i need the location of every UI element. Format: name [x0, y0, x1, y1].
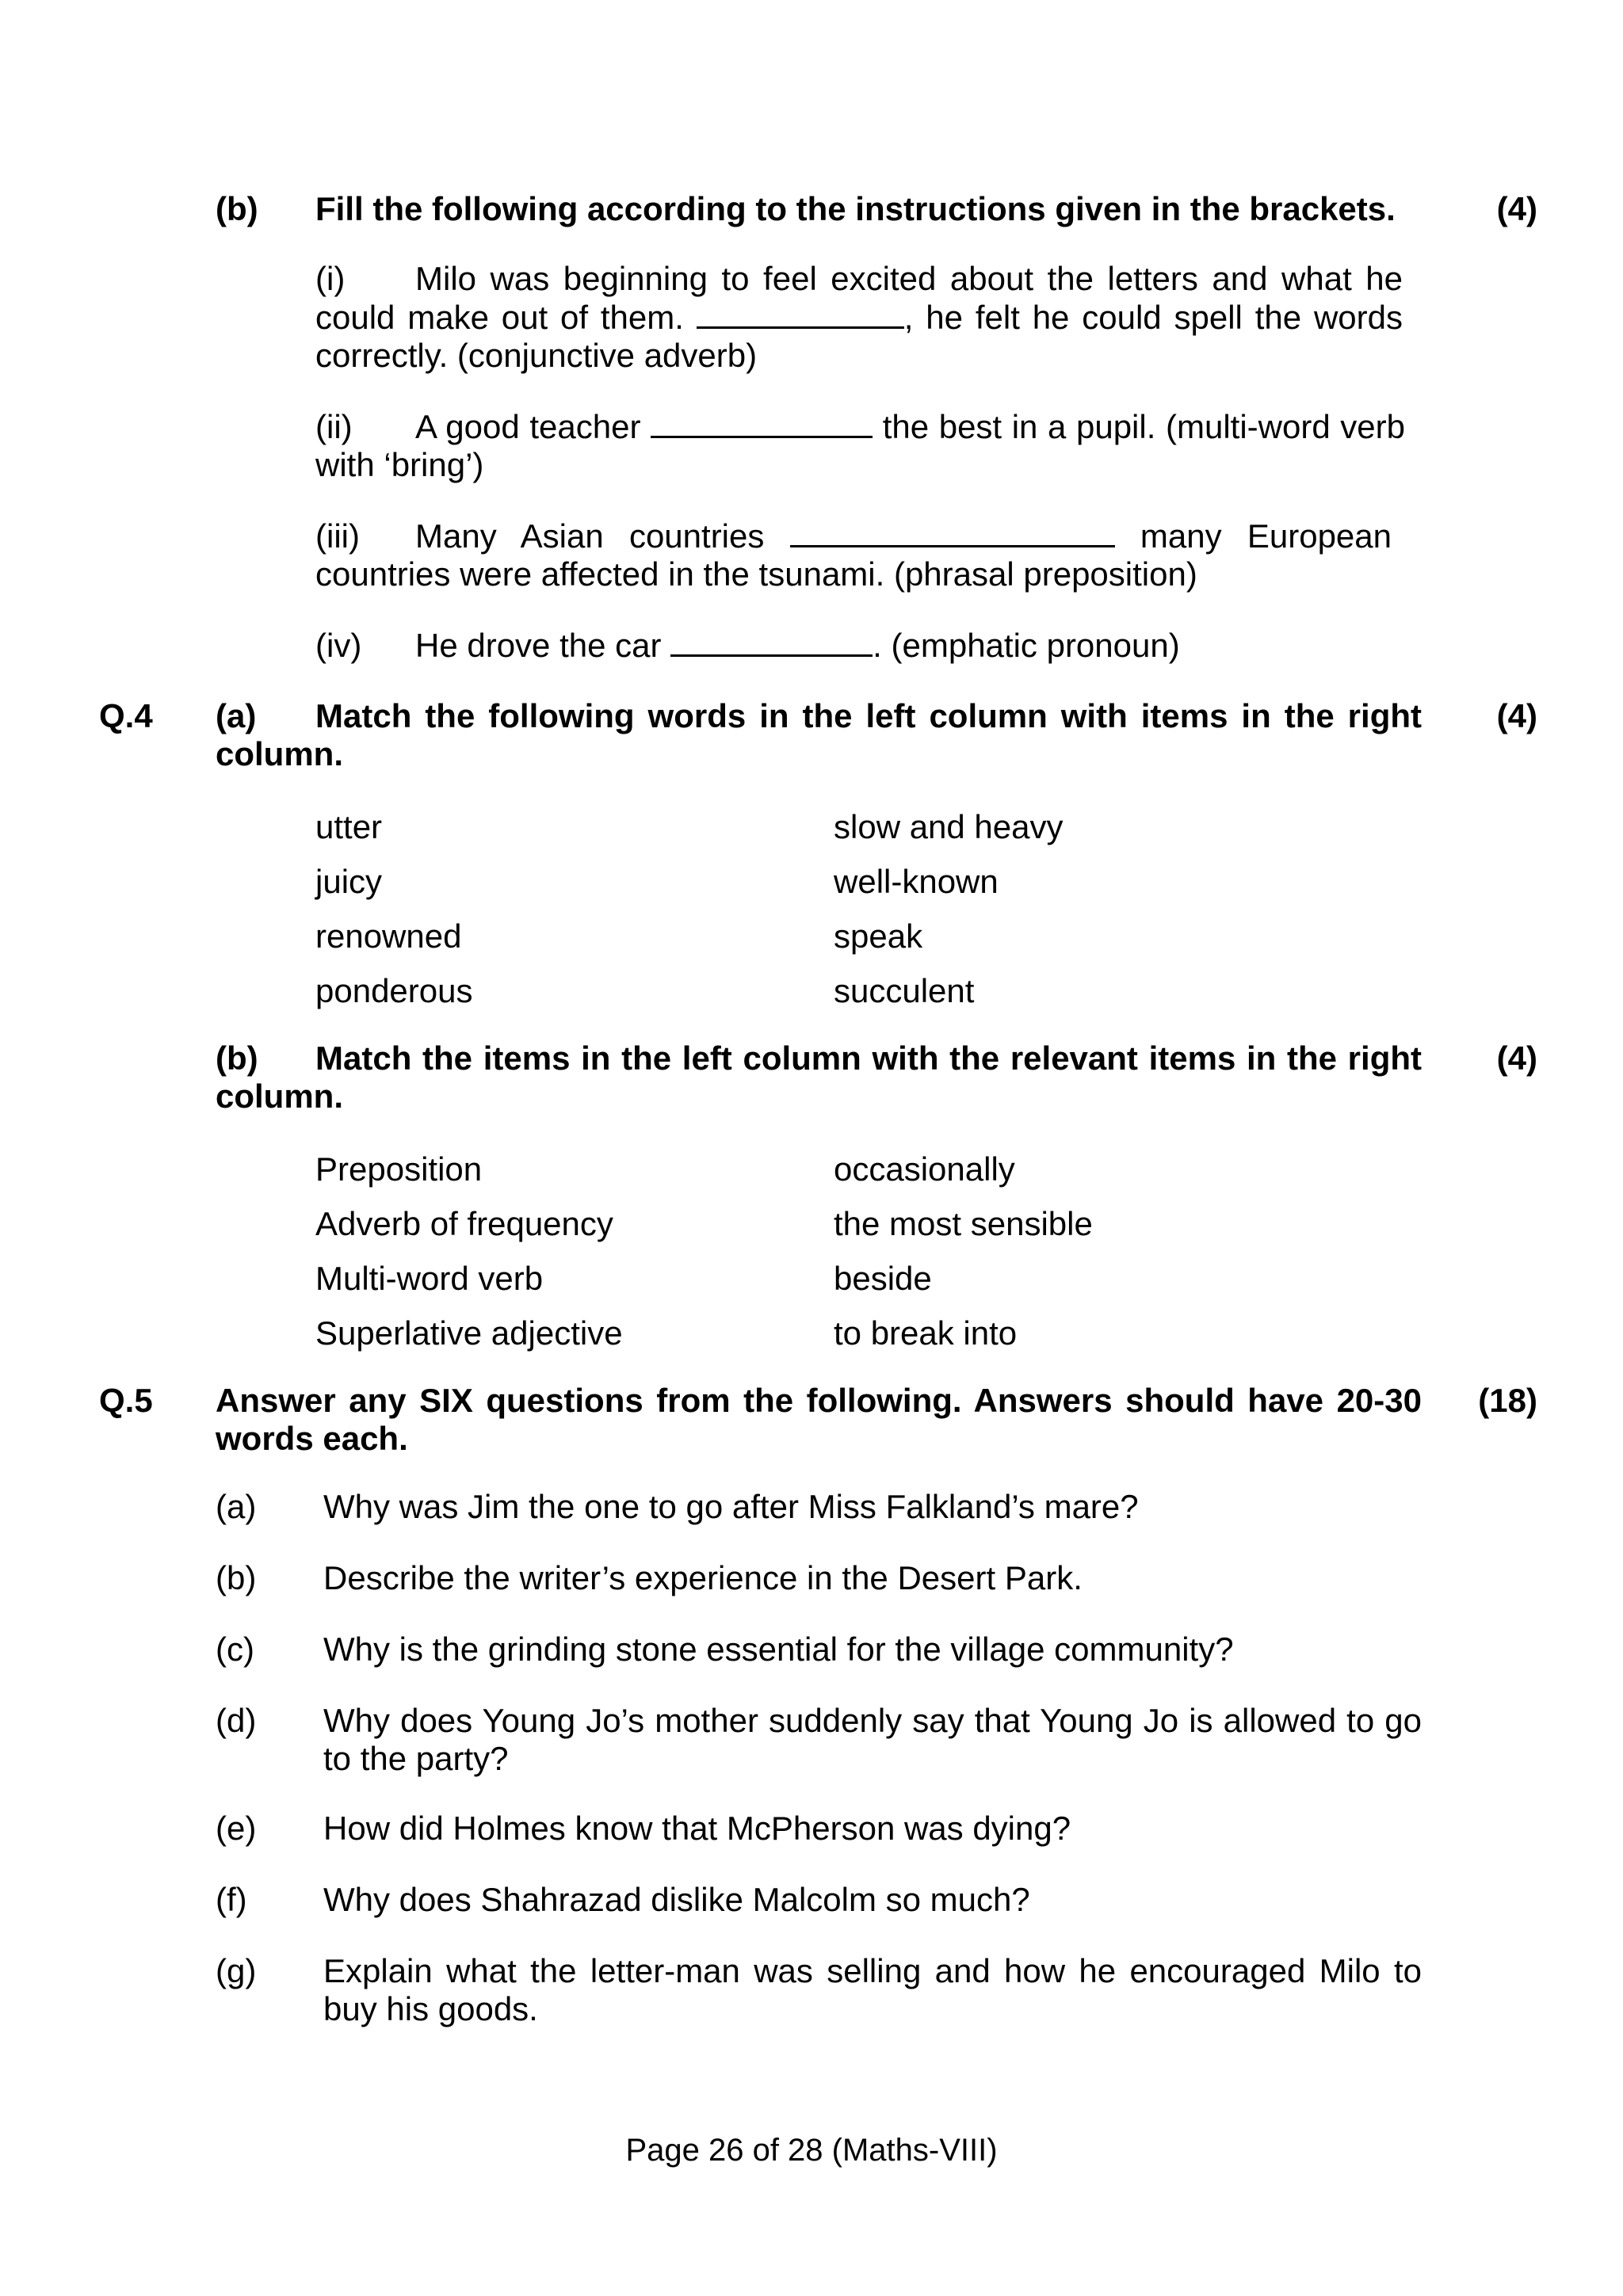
answer-blank[interactable] — [790, 517, 1115, 547]
item-text-pre: Many Asian countries — [415, 517, 765, 555]
match-right-item: beside — [834, 1260, 932, 1297]
match-left-column — [315, 808, 473, 1027]
match-left-column — [315, 1150, 623, 1369]
q5-item-label: (a) — [216, 1488, 257, 1525]
q3b-label: (b) — [216, 190, 258, 227]
q5-item-text: Describe the writer’s experience in the Desert Park. — [323, 1559, 1083, 1596]
q5-item-text: Why does Shahrazad dislike Malcolm so much? — [323, 1881, 1030, 1918]
q4b-marks: (4) — [1496, 1039, 1537, 1077]
match-right-item: succulent — [834, 972, 975, 1009]
q5-item-text: Why does Young Jo’s mother suddenly say that Young Jo is allowed to go to the party? — [323, 1702, 1422, 1777]
q4-number: Q.4 — [99, 697, 153, 734]
answer-blank[interactable] — [697, 298, 904, 329]
q5-item-text: Why is the grinding stone essential for the village community? — [323, 1630, 1234, 1668]
q5-item-label: (e) — [216, 1810, 257, 1847]
match-left-item: Adverb of frequency — [315, 1205, 613, 1242]
answer-blank[interactable] — [651, 407, 873, 438]
q5-item-label: (d) — [216, 1702, 257, 1739]
q5-item-label: (g) — [216, 1952, 257, 1989]
q5-marks: (18) — [1478, 1382, 1537, 1419]
item-text-post: many European countries were affected in the tsunami. (phrasal preposition) — [315, 517, 1392, 593]
q3b-instruction: Fill the following according to the instructions given in the brackets. — [315, 190, 1396, 227]
item-text-pre: Milo was beginning to feel excited about the letters and what he could make out of them. — [315, 260, 1403, 336]
q4b-instruction — [216, 1039, 1422, 1116]
match-right-item: speak — [834, 917, 923, 955]
q4a-marks: (4) — [1496, 697, 1537, 734]
q5-item-label: (f) — [216, 1881, 247, 1918]
match-left-item: juicy — [315, 863, 383, 900]
item-text-pre: A good teacher — [415, 408, 641, 445]
match-right-column — [834, 1150, 1093, 1369]
item-text-pre: He drove the car — [415, 627, 662, 664]
q4a-instruction — [216, 697, 1422, 773]
item-number: (iii) — [315, 517, 360, 555]
match-right-item: slow and heavy — [834, 808, 1064, 845]
q4a-instruction-text: Match the following words in the left column with items in the right column. — [216, 697, 1422, 772]
q5-item-label: (b) — [216, 1559, 257, 1596]
fill-item-iv — [315, 626, 1403, 665]
match-right-column — [834, 808, 1064, 1027]
match-left-item: utter — [315, 808, 383, 845]
match-right-item: well-known — [834, 863, 999, 900]
fill-item-i — [315, 260, 1403, 375]
q5-item-text: Why was Jim the one to go after Miss Falkland’s mare? — [323, 1488, 1139, 1525]
q5-item-text: Explain what the letter-man was selling and how he encouraged Milo to buy his goods. — [323, 1952, 1422, 2027]
item-number: (i) — [315, 260, 346, 297]
q5-item-label: (c) — [216, 1630, 254, 1668]
match-left-item: Superlative adjective — [315, 1314, 623, 1352]
match-left-item: Multi-word verb — [315, 1260, 544, 1297]
match-left-item: renowned — [315, 917, 462, 955]
match-right-item: to break into — [834, 1314, 1018, 1352]
match-left-item: Preposition — [315, 1150, 483, 1188]
match-right-item: occasionally — [834, 1150, 1015, 1188]
item-text-post: , he felt he could spell the words correctly. (conjunctive adverb) — [315, 299, 1403, 374]
page-footer: Page 26 of 28 (Maths-VIII) — [625, 2133, 998, 2168]
match-right-item: the most sensible — [834, 1205, 1093, 1242]
fill-item-iii — [315, 517, 1392, 593]
q5-instruction: Answer any SIX questions from the following. Answers should have 20-30 words each. — [216, 1382, 1422, 1457]
q5-item-text: How did Holmes know that McPherson was dying? — [323, 1810, 1071, 1847]
q5-number: Q.5 — [99, 1382, 153, 1419]
item-number: (ii) — [315, 408, 353, 445]
answer-blank[interactable] — [670, 626, 873, 657]
match-left-item: ponderous — [315, 972, 473, 1009]
q4b-instruction-text: Match the items in the left column with the relevant items in the right column. — [216, 1039, 1422, 1115]
q4b-label: (b) — [216, 1039, 258, 1077]
q4a-label: (a) — [216, 697, 257, 734]
item-number: (iv) — [315, 627, 362, 664]
fill-item-ii — [315, 407, 1405, 484]
item-text-post: the best in a pupil. (multi-word verb with ‘bring’) — [315, 408, 1406, 483]
item-text-post: . (emphatic pronoun) — [873, 627, 1180, 664]
q3b-marks: (4) — [1496, 190, 1537, 227]
